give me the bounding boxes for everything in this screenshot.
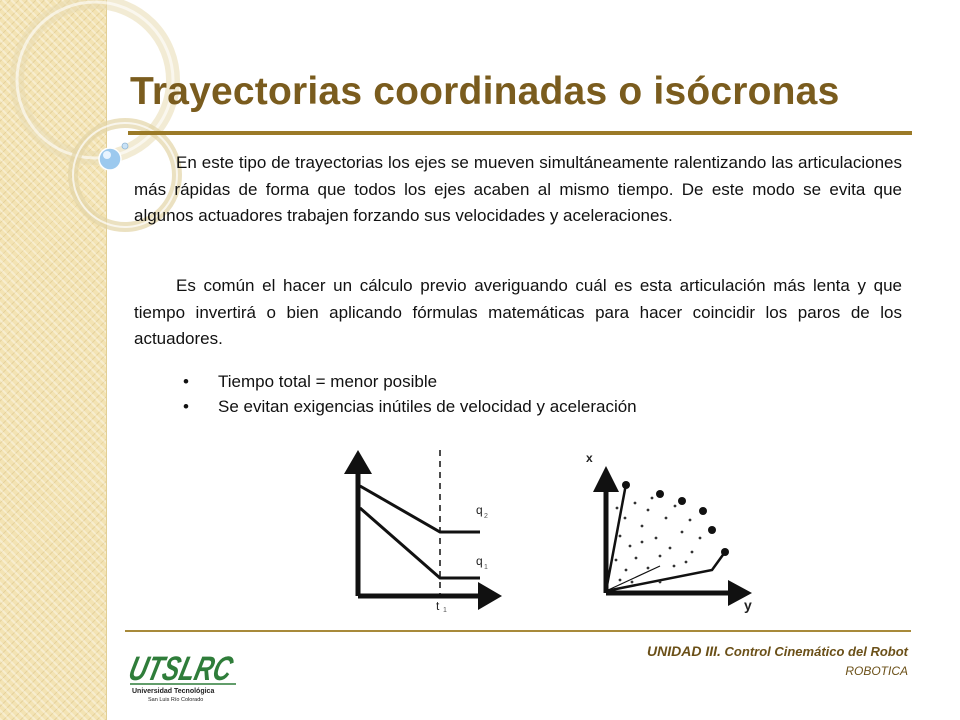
bullet-glyph: • <box>183 397 189 416</box>
label-y: y <box>744 597 752 613</box>
boundary-points <box>622 481 729 556</box>
label-x: x <box>586 451 593 465</box>
interior-points <box>615 497 702 584</box>
left-trajectory-graph <box>344 450 502 610</box>
bullet-item <box>183 369 637 394</box>
bullet-text: Se evitan exigencias inútiles de velocidad y aceleración <box>218 397 637 416</box>
right-joint-space-graph <box>593 466 752 606</box>
bullet-list <box>183 369 637 419</box>
label-q2-sub: 2 <box>484 513 488 520</box>
title-divider <box>128 131 912 135</box>
logo-line-1: Universidad Tecnológica <box>132 688 215 695</box>
logo-line-2: San Luis Río Colorado <box>148 697 204 703</box>
paragraph-1: En este tipo de trayectorias los ejes se mueven simultáneamente ralentizando las articulaciones más rápidas de forma que todos los ejes acaben al mismo tiempo. De este modo se evita que algunos actuadores trabajen forzando sus velocidades y aceleraciones. <box>134 153 902 225</box>
label-q1: q <box>476 554 483 568</box>
footer-course: ROBOTICA <box>845 664 908 678</box>
label-q2: q <box>476 503 483 517</box>
trajectory-figures <box>330 448 780 623</box>
footer-unit-name: Control Cinemático del Robot <box>724 644 908 659</box>
footer-unit-title <box>647 643 908 659</box>
paragraph-2: Es común el hacer un cálculo previo averiguando cuál es esta articulación más lenta y que tiempo invertirá o bien aplicando fórmulas matemáticas para hacer coincidir los paros de los actuadores. <box>134 276 902 348</box>
bullet-item <box>183 394 637 419</box>
logo-main-text: UTSLRC <box>125 650 273 688</box>
utslrc-logo <box>122 644 273 704</box>
bullet-glyph: • <box>183 372 189 391</box>
slide-title: Trayectorias coordinadas o isócronas <box>130 70 840 113</box>
label-t1-sub: 1 <box>443 607 447 614</box>
footer-unit-number: UNIDAD III. <box>647 643 721 659</box>
label-t1: t <box>436 599 440 613</box>
footer-divider <box>125 630 911 632</box>
label-q1-sub: 1 <box>484 564 488 571</box>
bullet-text: Tiempo total = menor posible <box>218 372 438 391</box>
